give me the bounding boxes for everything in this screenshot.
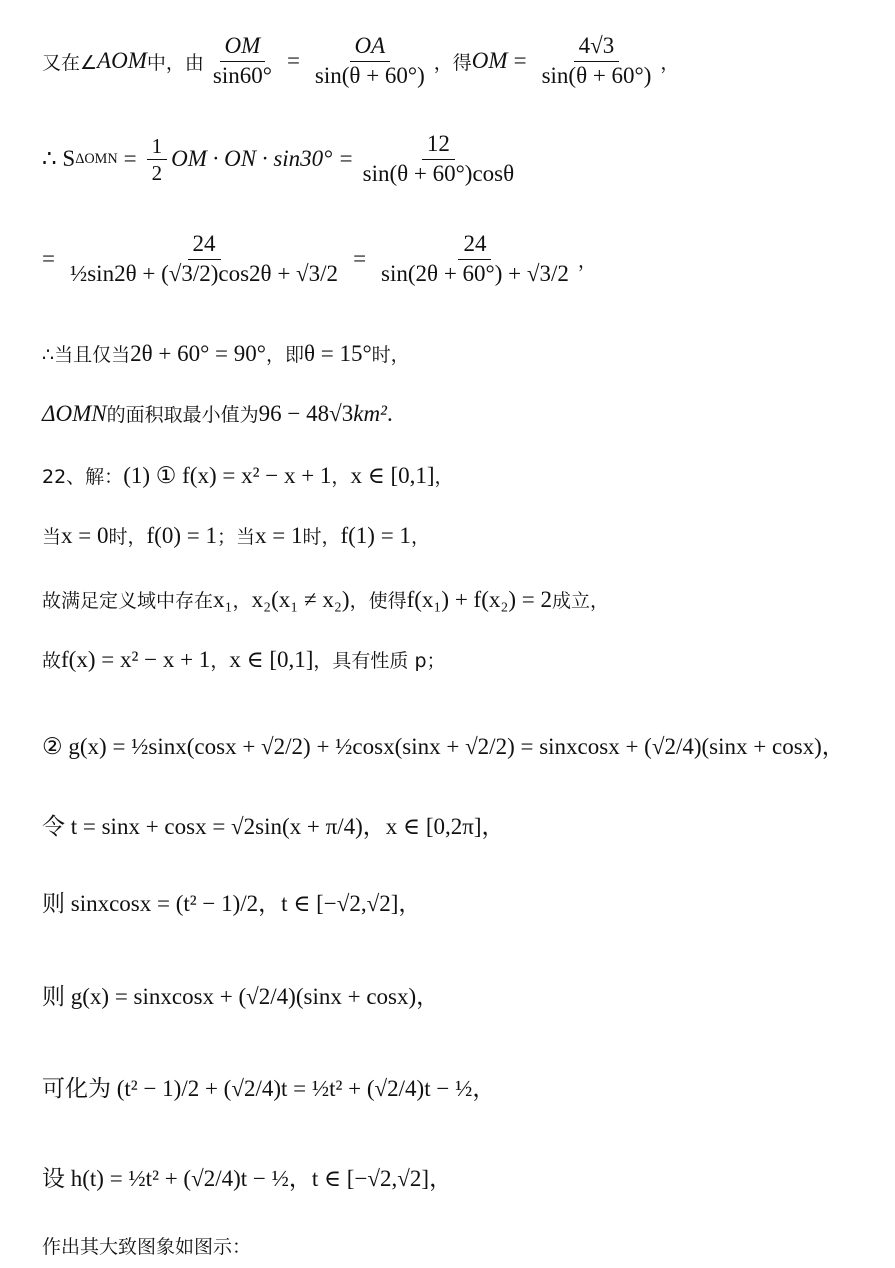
math: AOM (97, 48, 147, 74)
text: 中，由 (146, 51, 204, 74)
text: 当 (42, 526, 62, 548)
math: x = 0 (61, 522, 109, 548)
text: ，具有性质 p； (313, 650, 446, 672)
fraction-numerator: 24 (458, 230, 491, 260)
text: ， (577, 249, 597, 272)
math: ∴ S (42, 146, 76, 172)
fraction-numerator: 24 (188, 230, 221, 260)
line-6 (42, 462, 454, 489)
text: ， (660, 51, 680, 74)
math: ΔOMN (42, 400, 107, 426)
math: OM · ON · sin30° = (171, 146, 354, 172)
fraction-denominator: 2 (151, 160, 163, 185)
line-9 (42, 646, 446, 673)
math: f(x) = x² − x + 1 (61, 646, 211, 672)
text: ，使得 (349, 590, 407, 612)
text: ，即 (265, 344, 304, 366)
fraction (376, 230, 574, 289)
fraction-denominator: sin(θ + 60°) (314, 62, 425, 88)
math: 可化为 (t² − 1)/2 + (√2/4)t = ½t² + (√2/4)t − ½， (42, 1076, 496, 1101)
math: f(x₁) + f(x₂) = 2 (406, 586, 553, 612)
fraction-denominator: sin(θ + 60°) (541, 62, 652, 88)
text: 作出其大致图象如图示： (42, 1236, 252, 1258)
math: x ∈ [0,1] (350, 462, 435, 488)
fraction-numerator: OM (220, 32, 266, 62)
math: x ∈ [0,1] (229, 646, 314, 672)
line-4 (42, 340, 410, 367)
text: 时， (371, 344, 410, 366)
fraction-numerator: 12 (422, 130, 455, 160)
text: 故满足定义域中存在 (42, 590, 214, 612)
line-16 (42, 1232, 251, 1259)
math: km² (353, 400, 387, 426)
text: ，得 (433, 51, 472, 74)
text: 时， (302, 526, 341, 548)
math: 则 sinxcosx = (t² − 1)/2，t ∈ [−√2,√2]， (42, 891, 422, 916)
line-11 (42, 808, 505, 841)
math: θ = 15° (303, 340, 372, 366)
fraction (310, 32, 430, 91)
text: 时， (108, 526, 147, 548)
fraction-denominator: sin60° (212, 62, 272, 88)
text: ， (232, 590, 252, 612)
math: ② g(x) = ½sinx(cosx + √2/2) + ½cosx(sinx + √2/2) = sinxcosx + (√2/4)(sinx + cosx)， (42, 734, 845, 759)
math: 96 − 48√3 (258, 400, 354, 426)
math: x₁ (213, 586, 233, 612)
text: ∴当且仅当 (42, 344, 131, 366)
line-14 (42, 1070, 495, 1103)
math: x = 1 (254, 522, 303, 548)
fraction (65, 230, 343, 289)
line-8 (42, 586, 609, 613)
line-7 (42, 522, 430, 549)
fraction-numerator: 4√3 (574, 32, 620, 62)
math: (1) ① f(x) = x² − x + 1 (123, 462, 332, 488)
line-15 (42, 1160, 452, 1193)
math: 则 g(x) = sinxcosx + (√2/4)(sinx + cosx)， (42, 984, 440, 1009)
math: OM (471, 48, 508, 74)
text: . (386, 400, 393, 426)
line-13 (42, 978, 439, 1011)
fraction-denominator: ½sin2θ + (√3/2)cos2θ + √3/2 (69, 260, 339, 286)
math: f(0) = 1 (146, 522, 217, 548)
line-5 (42, 400, 393, 427)
math: 令 t = sinx + cosx = √2sin(x + π/4)，x ∈ [0,2π]， (42, 814, 505, 839)
line-1: 又在∠ AOM 中，由 $\frac{OM}{\sin 60^\circ}$ = $\frac{OA}{\sin(\theta + 60^\circ)}$ ，得 OM = $\frac{4√3}{\sin(\theta + 60^\circ)}$ ， (42, 32, 679, 91)
text: ， (331, 466, 351, 488)
text: 故 (42, 650, 62, 672)
text: 又在∠ (42, 51, 98, 74)
math: x₂(x₁ ≠ x₂) (251, 586, 350, 612)
text: ， (434, 466, 454, 488)
text: 的面积取最小值为 (106, 404, 259, 426)
fraction (208, 32, 277, 91)
math: 设 h(t) = ½t² + (√2/4)t − ½，t ∈ [−√2,√2]， (42, 1166, 453, 1191)
text: ；当 (216, 526, 255, 548)
fraction (358, 130, 520, 189)
line-10 (42, 728, 845, 761)
math: f(1) = 1 (340, 522, 411, 548)
fraction-numerator: OA (350, 32, 391, 62)
text: ， (210, 650, 230, 672)
text: ， (410, 526, 430, 548)
fraction (537, 32, 657, 91)
math: 2θ + 60° = 90° (130, 340, 266, 366)
text: 成立， (552, 590, 610, 612)
line-3: = $\frac{24}{\text{½sin2θ + (√3/2)cos2θ + √3/2}}$ = $\frac{24}{\sin(2\theta + 60^\circ) + √3/2}$ ， (42, 230, 597, 289)
fraction-denominator: sin(θ + 60°)cosθ (362, 160, 515, 186)
fraction (147, 133, 168, 187)
line-2: ∴ S ΔOMN = $\frac{1}{2}$ OM · ON · sin30° = $\frac{12}{\sin(\theta + 60^\circ)\cos\theta}$ (42, 130, 523, 189)
line-12 (42, 885, 421, 918)
fraction-numerator: 1 (147, 133, 168, 160)
text: 22、解： (42, 466, 124, 488)
fraction-denominator: sin(2θ + 60°) + √3/2 (381, 260, 569, 286)
